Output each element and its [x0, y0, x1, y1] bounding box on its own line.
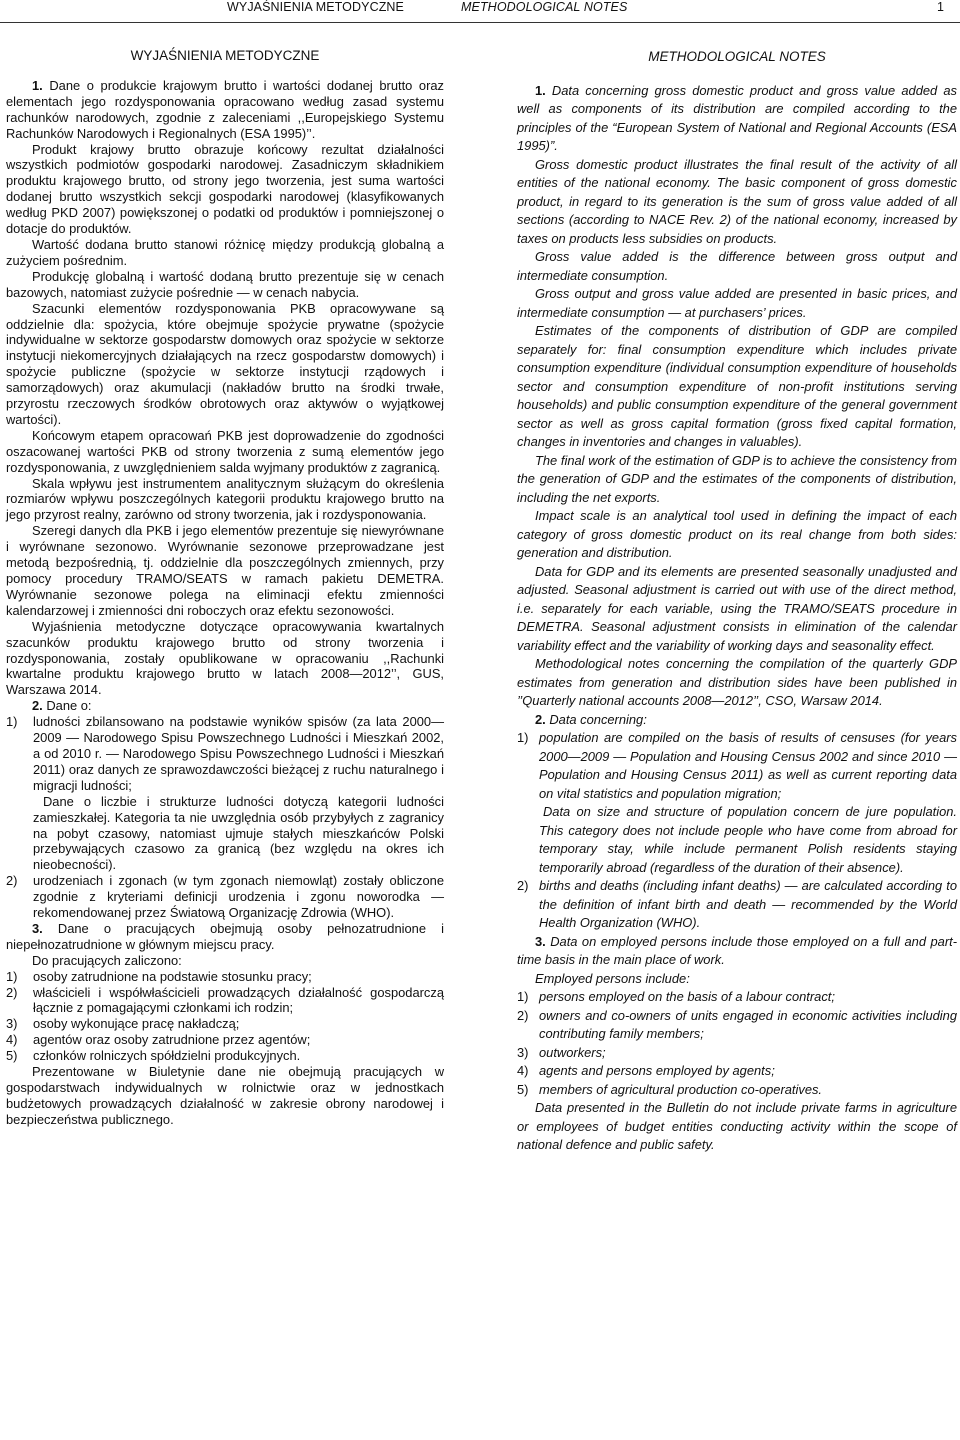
list-text: urodzeniach i zgonach (w tym zgonach niemowląt) zostały obliczone zgodnie z kryteriami definicji urodzenia i zgonu noworodka — rekomendowanej przez Światową Organizację Zdrowia (WHO).	[33, 873, 444, 921]
paragraph: Prezentowane w Biuletynie dane nie obejmują pracujących w gospodarstwach indywidualnych w rolnictwie oraz w jednostkach budżetowych prowadzących działalność w zakresie obrony narodowej i bezpieczeństwa publicznego.	[6, 1064, 444, 1127]
paragraph	[6, 921, 444, 953]
list-number: 2)	[6, 984, 18, 1000]
list-item	[6, 873, 444, 921]
list-text: persons employed on the basis of a labour contract;	[539, 989, 835, 1004]
paragraph	[517, 285, 957, 322]
list-text: outworkers;	[539, 1044, 606, 1060]
list-text: Data on size and structure of population concern de jure population. This category does not include people who have come from abroad for temporary stay, while include permanent Polish residents staying temporarily abroad (regardless of the duration of their absence).	[539, 804, 957, 875]
list-number: 1)	[6, 714, 18, 730]
section-number: 3.	[535, 933, 546, 949]
list-number: 1)	[517, 730, 529, 745]
list-text: population are compiled on the basis of results of censuses (for years 2000—2009 — Population and Housing Census 2002 and since 2010 — Population and Housing Census 2011) as well as current reporting data on vital statistics and population migration;	[539, 730, 957, 801]
paragraph: Data presented in the Bulletin do not include private farms in agriculture or employees of budget entities conducting activity within the scope of national defence and public safety.	[517, 1100, 957, 1152]
list-text: members of agricultural production co-operatives.	[539, 1081, 823, 1097]
list-number: 4)	[6, 1032, 18, 1048]
list-item	[517, 1081, 957, 1100]
list-text: osoby wykonujące pracę nakładczą;	[33, 1016, 240, 1032]
list-number: 1)	[517, 989, 529, 1004]
paragraph-text: Gross domestic product illustrates the final result of the activity of all entities of the national economy. The basic component of gross domestic product, in regard to its generation is the sum of gross value added of all sections (according to NACE Rev. 2) of the national economy, increased by taxes on products less subsidies on products.	[517, 156, 957, 246]
list-text: owners and co-owners of units engaged in economic activities including contributing family members;	[539, 1007, 957, 1041]
list-item	[517, 1044, 957, 1063]
header-title-en: METHODOLOGICAL NOTES	[461, 0, 628, 14]
paragraph-text: The final work of the estimation of GDP is to achieve the consistency from the generation of GDP and the estimates of the components of distribution, including the net exports.	[517, 452, 957, 505]
list-text: agents and persons employed by agents;	[539, 1063, 775, 1078]
list-item	[517, 803, 957, 877]
paragraph-text: Data concerning gross domestic product and gross value added as well as components of its distribution are compiled according to the principles of the “European System of National and Regional Accounts (ESA 1995)”.	[517, 82, 957, 153]
list-item	[6, 985, 444, 1017]
page-number: 1	[937, 0, 945, 14]
paragraph-text: Dane o pracujących obejmują osoby pełnozatrudnione i niepełnozatrudnione w głównym miejscu pracy.	[6, 920, 444, 952]
paragraph-text: Końcowym etapem opracowań PKB jest doprowadzenie do zgodności oszacowanej wartości PKB od strony tworzenia z sumą elementów jego rozdysponowania, z uwzględnieniem salda wyjmany produktów z zagranicą.	[6, 427, 444, 475]
paragraph-text: Data for GDP and its elements are presented seasonally unadjusted and adjusted. Seasonal adjustment is carried out with use of the direct method, i.e. separately for each variable, using the TRAMO/SEATS procedure in DEMETRA. Seasonal adjustment consists in elimination of the calendar variability effect and the variability of working days and seasonality effect.	[517, 563, 957, 653]
list-number: 5)	[517, 1081, 529, 1097]
paragraph	[6, 428, 444, 476]
paragraph	[6, 523, 444, 618]
paragraph	[517, 507, 957, 563]
paragraph	[517, 82, 957, 156]
header-rule	[0, 22, 960, 23]
paragraph-text: Data concerning:	[545, 711, 647, 727]
list-text: osoby zatrudnione na podstawie stosunku pracy;	[33, 968, 312, 984]
section-number: 2.	[535, 711, 546, 727]
list-number: 3)	[517, 1044, 529, 1060]
paragraph	[6, 476, 444, 524]
list-text: ludności zbilansowano na podstawie wyników spisów (za lata 2000—2009 — Narodowego Spisu Powszechnego Ludności i Mieszkań 2002, a od 2010 r. — Narodowego Spisu Powszechnego Ludności i Mieszkań 2011) oraz danych ze sprawozdawczości bieżącej z ruchu naturalnego i migracji ludności;	[33, 714, 444, 793]
paragraph	[517, 452, 957, 508]
paragraph-text: Produkcję globalną i wartość dodaną brutto prezentuje się w cenach bazowych, natomiast zużycie pośrednie — w cenach nabycia.	[6, 268, 444, 300]
paragraph	[517, 248, 957, 285]
paragraph-text: Methodological notes concerning the compilation of the quarterly GDP estimates from generation and distribution sides have been published in ’’Quarterly national accounts 2008—2012’’, CSO, Warsaw 2014.	[517, 656, 957, 708]
paragraph-text: Dane o produkcie krajowym brutto i wartości dodanej brutto oraz elementach jego rozdysponowania opracowano według zasad systemu rachunków narodowych, zgodnie z zaleceniami ,,Europejskiego Systemu Rachunków Narodowych i Regionalnych (ESA 1995)’’.	[6, 77, 444, 141]
list-item	[6, 1016, 444, 1032]
paragraph	[6, 301, 444, 428]
section-number: 2.	[32, 698, 43, 714]
list-item	[517, 877, 957, 933]
list-text: właścicieli i współwłaścicieli prowadzących działalność gospodarczą łącznie z pomagającymi członkami ich rodzin;	[33, 984, 444, 1016]
english-column	[517, 48, 957, 1155]
header-title-pl: WYJAŚNIENIA METODYCZNE	[227, 0, 404, 14]
list-number: 2)	[517, 1007, 529, 1023]
paragraph-text: Gross output and gross value added are presented in basic prices, and intermediate consumption — at purchasers’ prices.	[517, 286, 957, 320]
list-number: 5)	[6, 1048, 18, 1064]
list-item	[517, 729, 957, 803]
paragraph-text: Skala wpływu jest instrumentem analitycznym służącym do określenia rozmiarów wpływu poszczególnych kategorii produktu krajowego brutto na jego przyrost realny, zarówno od strony tworzenia, jak i rozdysponowania.	[6, 475, 444, 523]
section-number: 3.	[32, 920, 43, 936]
list-text: agentów oraz osoby zatrudnione przez agentów;	[33, 1032, 311, 1048]
paragraph-text: Dane o:	[42, 698, 92, 714]
paragraph-text: Szeregi danych dla PKB i jego elementów prezentuje się niewyrównane i wyrównane sezonowo. Wyrównanie sezonowe przeprowadzane jest metodą bezpośrednią, tj. oddzielnie dla poszczególnych zmiennych, przy pomocy procedury TRAMO/SEATS w ramach pakietu DEMETRA. Wyrównanie sezonowe polega na eliminacji efektu zmienności kalendarzowej i zmienności dni roboczych oraz efektu sezonowości.	[6, 523, 444, 618]
paragraph	[517, 156, 957, 249]
list-number: 3)	[6, 1016, 18, 1032]
list-text: births and deaths (including infant deaths) — are calculated according to the definition of infant birth and death — recommended by the World Health Organization (WHO).	[539, 878, 957, 930]
paragraph-text: Estimates of the components of distribution of GDP are compiled separately for: final consumption expenditure which includes private consumption expenditure (individual consumption expenditure of households sector and consumption expenditure of non-profit institutions serving households) and public consumption expenditure of the general government sector as well as gross capital formation (gross fixed capital formation, changes in inventories and changes in valuables).	[517, 323, 957, 449]
paragraph-text: Wartość dodana brutto stanowi różnicę między produkcją globalną a zużyciem pośrednim.	[6, 236, 444, 268]
paragraph-text: Produkt krajowy brutto obrazuje końcowy rezultat działalności wszystkich podmiotów gospodarki narodowej. Zasadniczym składnikiem produktu krajowego brutto, od strony jego tworzenia, jest suma wartości dodanej brutto wszystkich sekcji gospodarki narodowej (klasyfikowanych według PKD 2007) powiększonej o podatki od produktów i pomniejszonej o dotacje do produktów.	[6, 141, 444, 237]
list-item	[517, 988, 957, 1007]
paragraph: Employed persons include:	[535, 970, 690, 986]
column-title: METHODOLOGICAL NOTES	[648, 49, 826, 64]
paragraph	[517, 933, 957, 970]
page-header	[0, 0, 960, 28]
list-number: 2)	[6, 873, 18, 889]
paragraph	[6, 78, 444, 142]
list-item	[6, 969, 444, 985]
paragraph	[6, 619, 444, 699]
paragraph	[517, 711, 957, 730]
polish-column	[6, 48, 444, 1128]
list-number: 4)	[517, 1063, 529, 1078]
paragraph	[517, 655, 957, 711]
paragraph: Do pracujących zaliczono:	[32, 952, 182, 968]
paragraph	[517, 322, 957, 452]
paragraph	[6, 698, 444, 714]
section-number: 1.	[32, 77, 43, 93]
list-item	[6, 1032, 444, 1048]
paragraph	[517, 563, 957, 656]
list-item	[6, 714, 444, 794]
paragraph	[6, 269, 444, 301]
paragraph-text: Data on employed persons include those employed on a full and part-time basis in the main place of work.	[517, 933, 957, 967]
list-text: członków rolniczych spółdzielni produkcyjnych.	[33, 1048, 301, 1064]
paragraph	[6, 237, 444, 269]
list-number: 1)	[6, 968, 18, 984]
list-item	[6, 794, 444, 874]
list-item	[6, 1048, 444, 1064]
column-title: WYJAŚNIENIA METODYCZNE	[130, 48, 320, 63]
paragraph	[6, 142, 444, 237]
paragraph-text: Gross value added is the difference between gross output and intermediate consumption.	[517, 249, 957, 283]
list-item	[517, 1062, 957, 1081]
list-number: 2)	[517, 878, 529, 893]
section-number: 1.	[535, 82, 546, 98]
list-text: Dane o liczbie i strukturze ludności dotyczą kategorii ludności zamieszkałej. Kategoria ta nie uwzględnia osób przybyłych z zagranicy na pobyt czasowy, natomiast ujmuje stałych mieszkańców Polski przebywających czasowo za granicą (bez względu na okres ich nieobecności).	[33, 793, 444, 873]
paragraph-text: Wyjaśnienia metodyczne dotyczące opracowywania kwartalnych szacunków produktu krajowego brutto od strony tworzenia i rozdysponowania, zostały opublikowane w opracowaniu ,,Rachunki kwartalne produktu krajowego brutto w latach 2008—2012’’, GUS, Warszawa 2014.	[6, 618, 444, 698]
paragraph-text: Impact scale is an analytical tool used in defining the impact of each category of gross domestic product on its real change from both sides: generation and distribution.	[517, 508, 957, 560]
paragraph-text: Szacunki elementów rozdysponowania PKB opracowywane są oddzielnie dla: spożycia, które obejmuje spożycie prywatne (spożycie indywidualne w sektorze gospodarstw domowych oraz spożycie w sektorze instytucji niekomercyjnych działających na rzecz gospodarstw domowych) i spożycie publiczne (spożycie w sektorze instytucji rządowych i samorządowych) oraz akumulacji (nakładów brutto na środki trwałe, przyrostu rzeczowych środków obrotowych oraz aktywów o wyjątkowej wartości).	[6, 300, 444, 427]
list-item	[517, 1007, 957, 1044]
